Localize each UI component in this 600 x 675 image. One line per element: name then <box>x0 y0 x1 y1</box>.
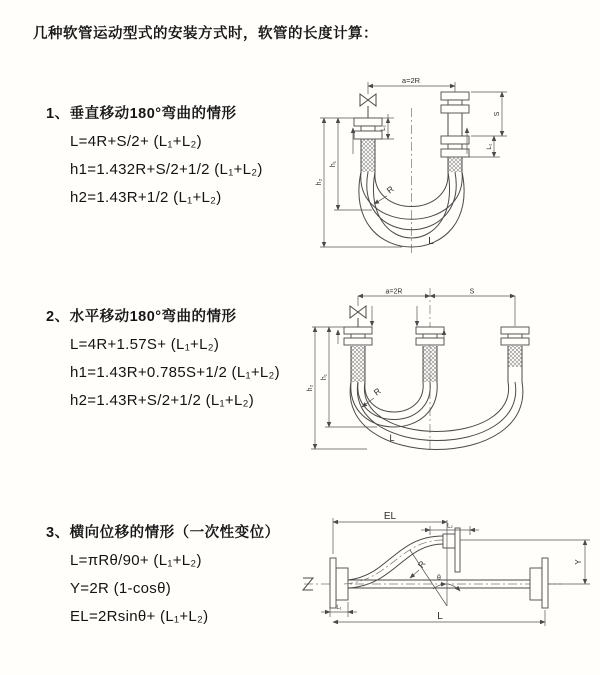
dim-label-a2r: a=2R <box>401 76 421 85</box>
dim-label-l1: L₁ <box>336 605 342 611</box>
hose-braid <box>351 346 365 382</box>
dim-label-a2r: a=2R <box>385 288 403 296</box>
radius-leader <box>374 196 387 204</box>
hose-braid <box>448 157 462 172</box>
flange-left <box>354 118 382 139</box>
valve-icon <box>350 306 366 327</box>
section-vertical-movement <box>46 102 311 217</box>
dim-label-s: S <box>494 111 501 117</box>
formula-line: h1=1.43R+0.785S+1/2 (L₁+L₂) <box>70 364 280 381</box>
dim-label-h1: h₁ <box>330 160 337 168</box>
pipe-right <box>448 113 462 136</box>
radius-label: R <box>384 183 396 196</box>
section-lateral-displacement <box>46 521 311 636</box>
dim-label-el: EL <box>383 511 397 522</box>
flange-right-lower <box>530 558 548 608</box>
dim-label-l1: L₁ <box>380 125 387 131</box>
flange-left <box>344 327 372 345</box>
dim-label-l: L <box>428 236 434 247</box>
section-3-heading: 3、横向位移的情形（一次性变位） <box>46 525 280 541</box>
diagram-horizontal-180-bend <box>305 282 595 457</box>
dim-label-h1: h₁ <box>321 373 328 381</box>
hose-braid <box>361 139 375 172</box>
radius-label: R <box>415 558 428 570</box>
section-1-formulas <box>70 133 311 207</box>
flange-right <box>501 327 529 345</box>
dim-label-l: L <box>437 611 443 622</box>
dim-label-l: L <box>389 433 395 443</box>
flange-right-lower <box>441 136 469 157</box>
hose-braid <box>508 346 522 367</box>
formula-line: L=πRθ/90+ (L₁+L₂) <box>70 552 202 569</box>
formula-line: L=4R+1.57S+ (L₁+L₂) <box>70 336 220 353</box>
dim-label-y: Y <box>574 559 583 565</box>
flange-middle <box>416 327 444 345</box>
flange-left <box>330 558 348 608</box>
formula-line: EL=2Rsinθ+ (L₁+L₂) <box>70 608 209 625</box>
valve-icon <box>360 94 376 118</box>
diagram-lateral-displacement <box>300 508 600 648</box>
dimension-el <box>333 518 447 554</box>
formula-line: Y=2R (1-cosθ) <box>70 580 172 597</box>
diagram-vertical-180-bend <box>310 70 590 260</box>
dimension-width-s <box>358 296 515 326</box>
section-horizontal-movement <box>46 305 311 420</box>
hose-braid <box>423 346 437 382</box>
dimension-y <box>460 540 590 584</box>
radius-leader <box>410 570 419 578</box>
formula-line: L=4R+S/2+ (L₁+L₂) <box>70 133 202 150</box>
section-2-heading: 2、水平移动180°弯曲的情形 <box>46 309 237 325</box>
dim-label-l2: L₂ <box>447 523 453 530</box>
section-1-heading: 1、垂直移动180°弯曲的情形 <box>46 106 237 122</box>
dim-label-h2: h₂ <box>307 384 314 392</box>
page-title: 几种软管运动型式的安装方式时，软管的长度计算： <box>33 26 378 42</box>
flange-upper-displaced <box>443 528 460 572</box>
formula-line: h2=1.43R+1/2 (L₁+L₂) <box>70 189 222 206</box>
section-3-formulas <box>70 552 311 626</box>
dim-label-h2: h₂ <box>316 178 323 186</box>
angle-label: θ <box>437 575 441 582</box>
formula-line: h1=1.432R+S/2+1/2 (L₁+L₂) <box>70 161 263 178</box>
radius-label: R <box>371 385 383 398</box>
dim-label-l2: L₂ <box>486 143 493 150</box>
flange-right-upper <box>441 92 469 113</box>
dim-label-s: S <box>469 288 475 296</box>
section-2-formulas <box>70 336 311 410</box>
formula-line: h2=1.43R+S/2+1/2 (L₁+L₂) <box>70 392 255 409</box>
